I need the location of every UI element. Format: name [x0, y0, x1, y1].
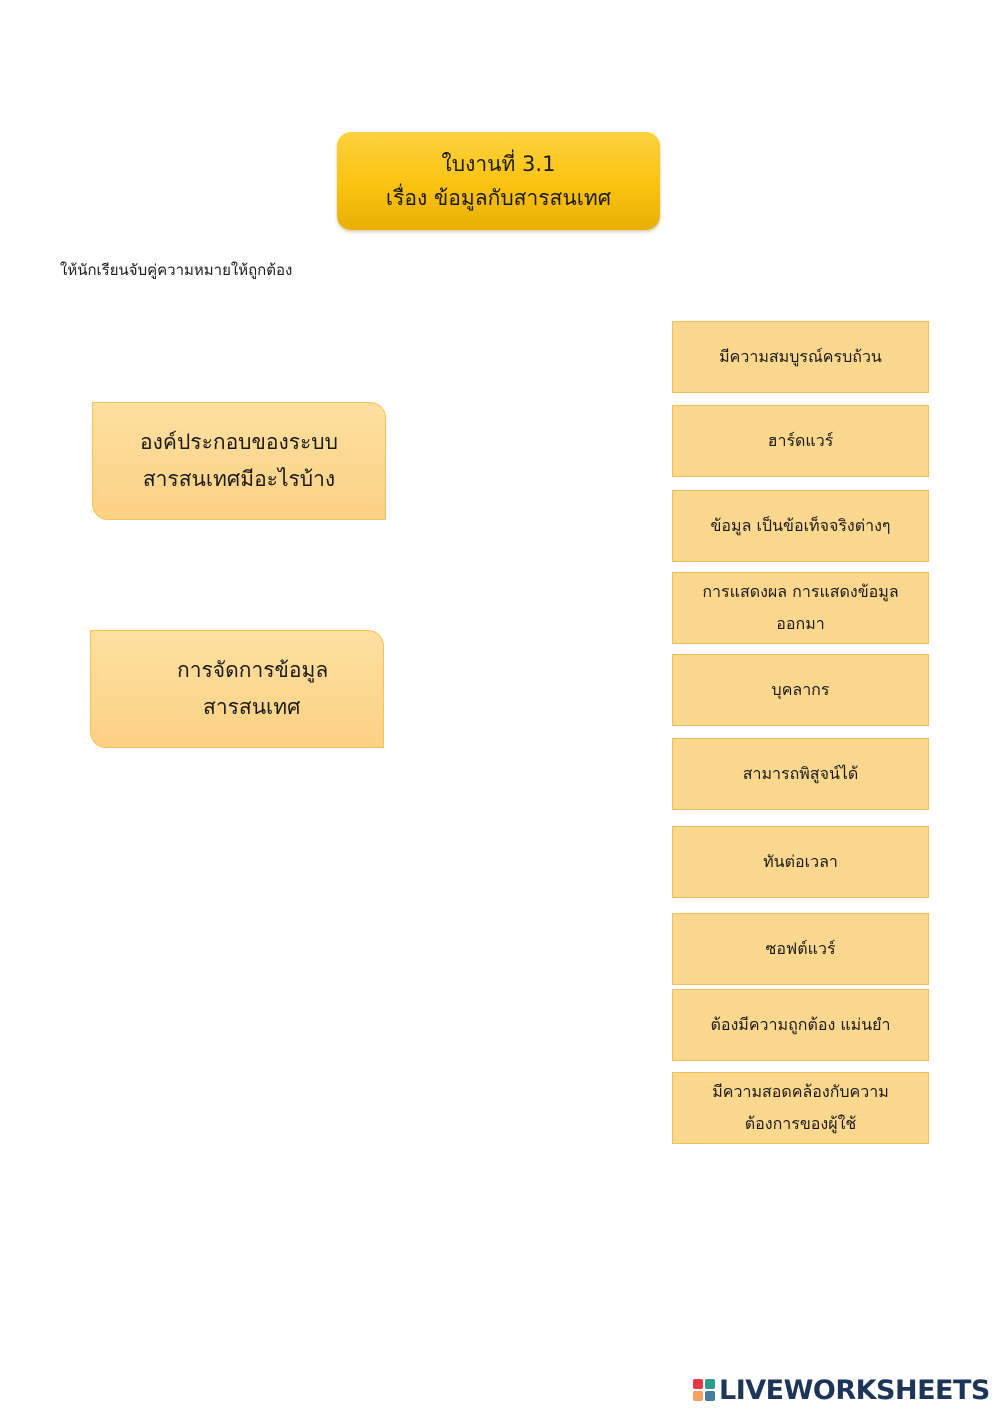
answer-5-line-1: บุคลากร — [771, 680, 830, 699]
logo-square-2 — [705, 1379, 715, 1389]
answer-box-8[interactable] — [672, 913, 929, 985]
answer-6-line-1: สามารถพิสูจน์ได้ — [742, 764, 859, 783]
question-2-line-2: สารสนเทศ — [203, 695, 301, 719]
answer-box-5[interactable] — [672, 654, 929, 726]
answer-box-10[interactable] — [672, 1072, 929, 1144]
liveworksheets-logo-icon — [693, 1379, 715, 1401]
answer-box-9[interactable] — [672, 989, 929, 1061]
answer-box-4[interactable] — [672, 572, 929, 644]
answer-10-line-2: ต้องการของผู้ใช้ — [744, 1114, 857, 1133]
answer-1-line-1: มีความสมบูรณ์ครบถ้วน — [719, 347, 882, 366]
question-box-2[interactable] — [90, 630, 384, 748]
question-1-line-2: สารสนเทศมีอะไรบ้าง — [142, 467, 336, 491]
title-line-1: ใบงานที่ 3.1 — [441, 152, 556, 176]
answer-2-line-1: ฮาร์ดแวร์ — [767, 431, 834, 450]
answer-box-3[interactable] — [672, 490, 929, 562]
answer-10-line-1: มีความสอดคล้องกับความ — [712, 1082, 889, 1101]
answer-4-line-2: ออกมา — [776, 614, 825, 633]
instruction-text: ให้นักเรียนจับคู่ความหมายให้ถูกต้อง — [60, 261, 293, 279]
title-line-2: เรื่อง ข้อมูลกับสารสนเทศ — [385, 186, 612, 210]
question-box-1[interactable] — [92, 402, 386, 520]
liveworksheets-logo — [693, 1372, 990, 1408]
answer-8-line-1: ซอฟต์แวร์ — [765, 939, 836, 958]
liveworksheets-wordmark: LIVEWORKSHEETS — [719, 1374, 990, 1406]
worksheet-title — [337, 132, 660, 230]
question-1-line-1: องค์ประกอบของระบบ — [140, 430, 338, 454]
answer-7-line-1: ทันต่อเวลา — [763, 852, 838, 871]
answer-box-6[interactable] — [672, 738, 929, 810]
answer-box-2[interactable] — [672, 405, 929, 477]
logo-square-4 — [705, 1391, 715, 1401]
logo-square-3 — [693, 1391, 703, 1401]
answer-4-line-1: การแสดงผล การแสดงข้อมูล — [702, 582, 899, 601]
answer-3-line-1: ข้อมูล เป็นข้อเท็จจริงต่างๆ — [710, 516, 891, 535]
answer-box-1[interactable] — [672, 321, 929, 393]
question-2-line-1: การจัดการข้อมูล — [177, 658, 329, 682]
answer-9-line-1: ต้องมีความถูกต้อง แม่นยำ — [710, 1015, 891, 1034]
logo-square-1 — [693, 1379, 703, 1389]
answer-box-7[interactable] — [672, 826, 929, 898]
